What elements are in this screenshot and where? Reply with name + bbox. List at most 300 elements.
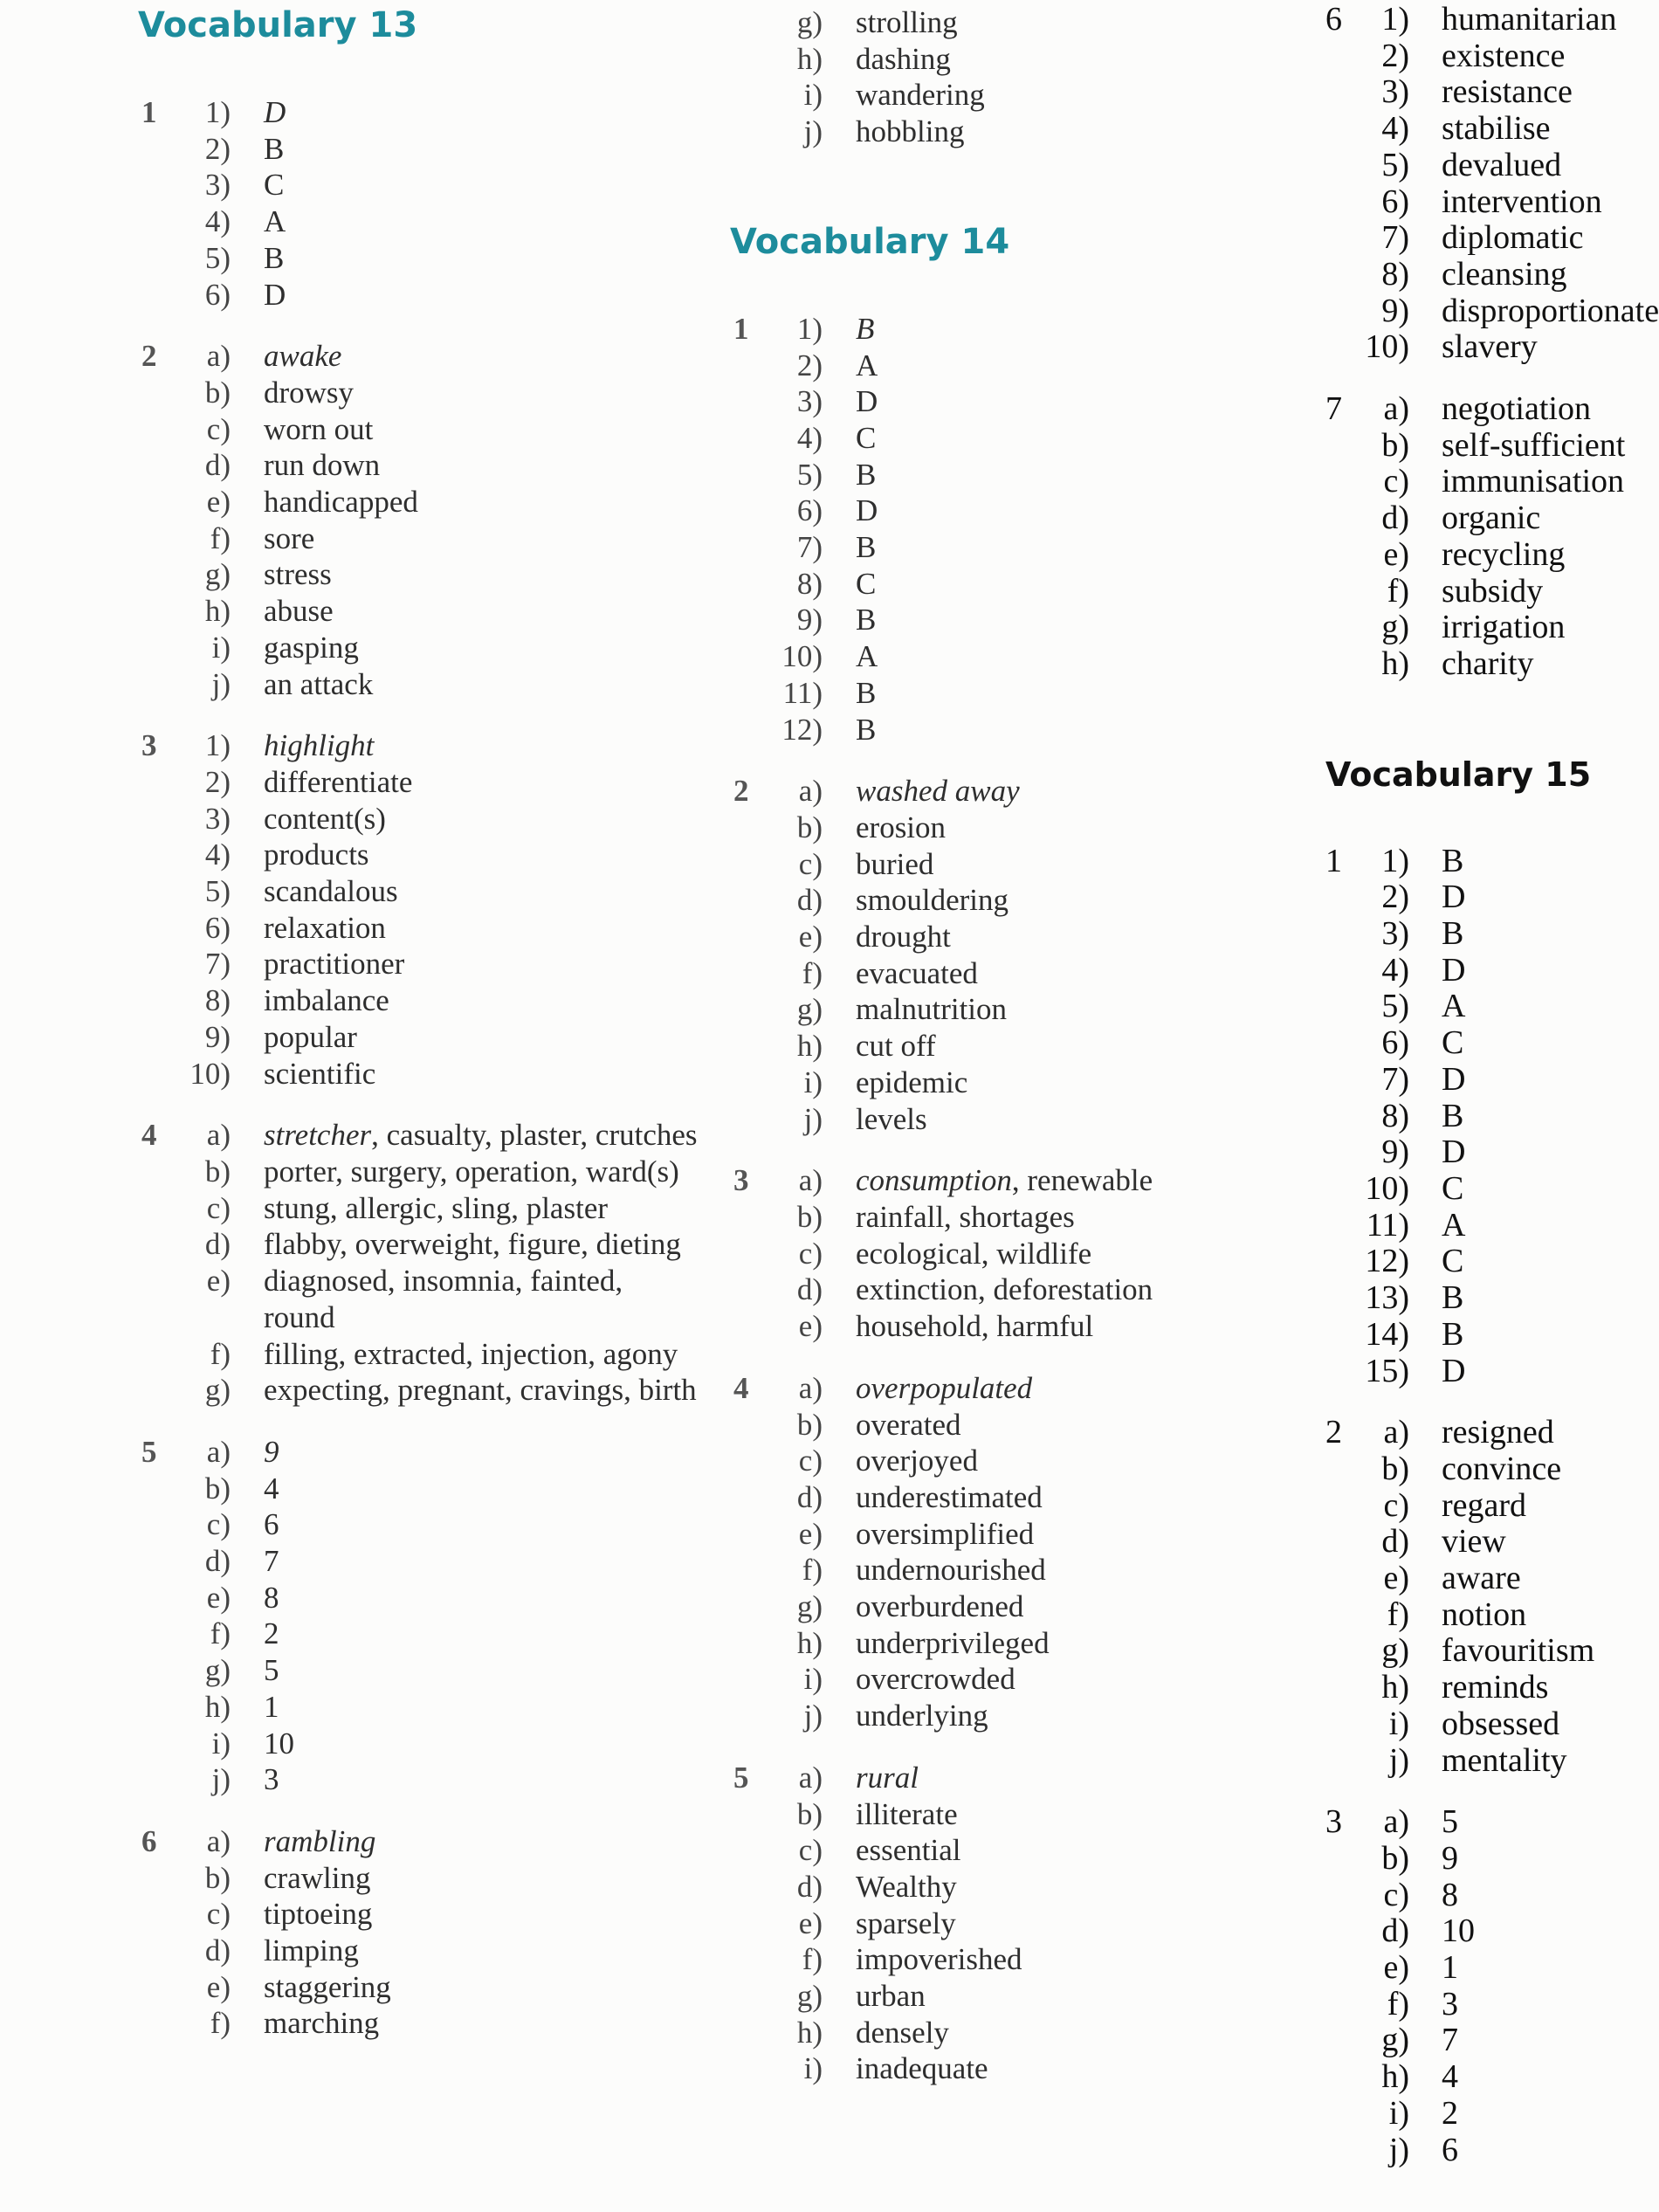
item-label: b) — [1381, 1450, 1409, 1487]
item-label: a) — [1383, 1414, 1409, 1451]
answer-value: B — [856, 712, 877, 747]
answer-value: differentiate — [264, 764, 413, 799]
answer-item — [1325, 1451, 1640, 1488]
answer-value: slavery — [1442, 328, 1538, 366]
answer-item — [141, 277, 700, 314]
item-label: b) — [1381, 1839, 1409, 1877]
answer-value: B — [1442, 1315, 1464, 1353]
answer-item — [1325, 184, 1640, 221]
answer-item — [1325, 844, 1640, 880]
answer-item — [733, 1407, 1275, 1444]
answer-text — [1442, 1706, 1640, 1743]
answer-item — [1325, 2096, 1640, 2133]
answer-text — [856, 1101, 1292, 1138]
answer-text — [856, 712, 1292, 748]
item-label: b) — [204, 1860, 231, 1895]
answer-text — [1442, 74, 1640, 111]
answer-item — [733, 991, 1275, 1028]
answer-value: B — [856, 530, 877, 565]
answer-value: view — [1442, 1523, 1506, 1561]
answer-value: D — [1442, 1134, 1466, 1171]
answer-text — [856, 1370, 1292, 1407]
answer-text — [856, 348, 1292, 384]
answer-item — [733, 1370, 1275, 1407]
answer-text — [1442, 1743, 1640, 1780]
answer-item — [1325, 574, 1640, 610]
answer-text — [856, 1443, 1292, 1479]
answer-value: C — [856, 420, 877, 455]
answer-value: marching — [264, 2006, 380, 2041]
answer-item — [1325, 1280, 1640, 1317]
column-2 — [730, 4, 1275, 2087]
answer-text — [856, 1199, 1292, 1236]
answer-text — [264, 447, 700, 484]
item-label: g) — [1381, 2022, 1409, 2059]
answer-value: 8 — [264, 1580, 279, 1615]
answer-item — [141, 1372, 700, 1409]
answer-value: buried — [856, 846, 934, 881]
item-label: h) — [1381, 644, 1409, 682]
answer-value: A — [1442, 988, 1466, 1025]
item-label: i) — [1388, 2094, 1409, 2132]
answer-item — [733, 4, 1275, 41]
item-label: j) — [1388, 2131, 1409, 2168]
item-label: f) — [802, 1553, 823, 1588]
answer-text — [264, 1933, 700, 1969]
answer-item — [733, 1308, 1275, 1345]
answer-text — [856, 1028, 1292, 1065]
answer-text — [264, 666, 700, 703]
item-label: 9) — [1381, 292, 1409, 329]
answer-value: 7 — [264, 1544, 279, 1579]
answer-text — [1442, 1171, 1640, 1208]
answer-value: , renewable — [1011, 1163, 1153, 1198]
answer-item — [1325, 610, 1640, 646]
answer-item — [733, 1905, 1275, 1942]
item-label: b) — [204, 375, 231, 410]
item-label: e) — [206, 1264, 231, 1299]
answer-text — [1442, 329, 1640, 366]
answer-item — [141, 1689, 700, 1726]
answer-text — [264, 484, 700, 520]
answer-item — [733, 712, 1275, 748]
answer-item — [141, 1056, 700, 1092]
answer-item — [141, 375, 700, 411]
answer-item — [733, 2050, 1275, 2087]
exercise-section — [733, 4, 1275, 150]
item-label: 8) — [1381, 255, 1409, 293]
exercise-section — [733, 1370, 1275, 1734]
answer-item — [733, 348, 1275, 384]
answer-text — [1442, 148, 1640, 184]
answer-item — [1325, 1025, 1640, 1062]
answer-example: overpopulated — [856, 1370, 1033, 1405]
answer-text — [856, 2015, 1292, 2051]
answer-value: staggering — [264, 1969, 391, 2004]
answer-item — [141, 520, 700, 557]
answer-value: A — [1442, 1206, 1466, 1244]
answer-item — [1325, 1354, 1640, 1390]
exercise-number: 3 — [733, 1163, 749, 1198]
answer-item — [733, 1516, 1275, 1553]
item-label: e) — [1383, 1560, 1409, 1597]
answer-value: underlying — [856, 1699, 988, 1733]
answer-text — [264, 375, 700, 411]
answer-item — [1325, 257, 1640, 293]
answer-item — [141, 167, 700, 203]
item-label: 3) — [1381, 73, 1409, 111]
answer-text — [856, 773, 1292, 810]
answer-item — [733, 919, 1275, 955]
answer-text — [1442, 111, 1640, 148]
item-label: 10) — [781, 639, 823, 674]
answer-item — [1325, 1743, 1640, 1780]
answer-text — [1442, 220, 1640, 257]
answer-item — [733, 675, 1275, 712]
answer-text — [264, 837, 700, 873]
answer-value: C — [1442, 1243, 1464, 1280]
answer-value: humanitarian — [1442, 1, 1617, 38]
answer-item — [1325, 1597, 1640, 1634]
answer-text — [1442, 1878, 1640, 1914]
answer-value: B — [264, 240, 285, 275]
item-label: c) — [1383, 1486, 1409, 1524]
item-label: g) — [796, 1979, 823, 2014]
answer-text — [856, 1162, 1292, 1199]
answer-item — [141, 2005, 700, 2042]
answer-text — [1442, 257, 1640, 293]
answer-value: A — [856, 639, 878, 674]
answer-value: resistance — [1442, 73, 1573, 111]
answer-value: B — [856, 603, 877, 637]
answer-item — [141, 593, 700, 630]
answer-item — [141, 910, 700, 947]
answer-item — [1325, 1841, 1640, 1878]
answer-item — [1325, 1317, 1640, 1354]
answer-item — [141, 1580, 700, 1616]
answer-text — [264, 1117, 700, 1154]
answer-text — [1442, 574, 1640, 610]
item-label: h) — [796, 2015, 823, 2050]
item-label: f) — [210, 1616, 231, 1651]
answer-text — [264, 873, 700, 910]
answer-item — [141, 1543, 700, 1580]
answer-text — [1442, 2133, 1640, 2169]
answer-value: A — [264, 204, 286, 239]
answer-item — [1325, 1244, 1640, 1280]
answer-value: self-sufficient — [1442, 426, 1626, 464]
item-label: 7) — [1381, 219, 1409, 257]
answer-value: flabby, overweight, figure, dieting — [264, 1227, 681, 1262]
answer-text — [856, 1941, 1292, 1978]
answer-text — [856, 566, 1292, 603]
answer-value: sore — [264, 520, 315, 555]
item-label: f) — [1387, 1595, 1409, 1633]
answer-text — [856, 1479, 1292, 1516]
item-label: b) — [796, 810, 823, 844]
exercise-section — [733, 1760, 1275, 2087]
answer-value: tiptoeing — [264, 1897, 373, 1932]
answer-text — [1442, 464, 1640, 500]
item-label: d) — [204, 1227, 231, 1262]
item-label: g) — [796, 992, 823, 1027]
item-label: 11) — [1366, 1206, 1409, 1244]
exercise-number: 3 — [141, 728, 157, 763]
answer-item — [733, 1162, 1275, 1199]
answer-value: practitioner — [264, 947, 405, 982]
answer-text — [1442, 1524, 1640, 1561]
exercise-number: 2 — [733, 774, 749, 809]
answer-value: B — [856, 457, 877, 492]
answer-example: rural — [856, 1760, 919, 1795]
item-label: f) — [210, 520, 231, 555]
answer-text — [1442, 1025, 1640, 1062]
answer-text — [1442, 292, 1659, 330]
item-label: i) — [803, 78, 823, 113]
answer-value: stung, allergic, sling, plaster — [264, 1190, 609, 1225]
item-label: 8) — [796, 566, 823, 601]
answer-item — [141, 411, 700, 448]
answer-item — [1325, 220, 1640, 257]
answer-text — [1442, 916, 1640, 953]
item-label: c) — [798, 846, 823, 881]
item-label: 3) — [1381, 915, 1409, 953]
item-label: e) — [798, 1905, 823, 1940]
answer-value: overjoyed — [856, 1444, 978, 1478]
item-label: 4) — [796, 420, 823, 455]
answer-item — [1325, 537, 1640, 574]
section-heading: Vocabulary 15 — [1325, 755, 1592, 794]
answer-item — [141, 1896, 700, 1933]
item-label: f) — [1387, 572, 1409, 610]
answer-item — [1325, 329, 1640, 366]
answer-item — [141, 1761, 700, 1798]
item-label: b) — [204, 1471, 231, 1506]
answer-text — [264, 1190, 700, 1227]
answer-value: sparsely — [856, 1905, 956, 1940]
item-label: e) — [206, 485, 231, 520]
answer-item — [141, 1860, 700, 1897]
item-label: 6) — [204, 910, 231, 945]
answer-item — [141, 837, 700, 873]
answer-text — [856, 1661, 1292, 1698]
answer-text — [1442, 879, 1640, 916]
answer-text — [856, 1588, 1292, 1625]
answer-text — [264, 1969, 700, 2006]
answer-value: relaxation — [264, 910, 386, 945]
answer-text — [1442, 1804, 1640, 1841]
answer-item — [141, 1933, 700, 1969]
answer-text — [856, 1308, 1292, 1345]
item-label: 9) — [1381, 1134, 1409, 1171]
answer-item — [1325, 428, 1640, 465]
answer-item — [141, 666, 700, 703]
answer-text — [264, 727, 700, 764]
answer-example: awake — [264, 339, 342, 374]
answer-text — [264, 338, 700, 375]
answer-item — [141, 338, 700, 375]
answer-value: handicapped — [264, 485, 418, 520]
item-label: 5) — [1381, 988, 1409, 1025]
answer-value: 4 — [264, 1471, 279, 1506]
answer-item — [733, 810, 1275, 846]
answer-text — [1442, 1451, 1640, 1488]
answer-item — [733, 114, 1275, 150]
answer-text — [264, 556, 700, 593]
answer-value: C — [264, 168, 285, 203]
answer-item — [141, 1506, 700, 1543]
item-label: h) — [796, 41, 823, 76]
answer-text — [856, 1832, 1292, 1869]
answer-item — [141, 630, 700, 666]
answer-value: gasping — [264, 630, 359, 665]
item-label: a) — [798, 1163, 823, 1198]
answer-item — [733, 1065, 1275, 1101]
item-label: f) — [210, 1336, 231, 1371]
item-label: 13) — [1365, 1279, 1409, 1317]
answer-example: B — [856, 311, 875, 346]
exercise-number: 7 — [1325, 390, 1342, 428]
item-label: a) — [798, 1370, 823, 1405]
answer-item — [141, 873, 700, 910]
item-label: 4) — [204, 204, 231, 239]
exercise-number: 2 — [141, 339, 157, 374]
answer-text — [856, 1516, 1292, 1553]
item-label: c) — [206, 411, 231, 446]
item-label: j) — [1388, 1741, 1409, 1779]
answer-text — [264, 203, 700, 240]
answer-item — [733, 566, 1275, 603]
answer-text — [264, 1652, 700, 1689]
answer-item — [1325, 1670, 1640, 1706]
answer-value: an attack — [264, 666, 374, 701]
answer-value: drowsy — [264, 375, 355, 410]
answer-item — [733, 773, 1275, 810]
item-label: f) — [210, 2006, 231, 2041]
answer-item — [733, 493, 1275, 529]
item-label: 1) — [204, 95, 231, 129]
answer-item — [733, 1588, 1275, 1625]
answer-example: highlight — [264, 728, 375, 763]
answer-text — [1442, 1488, 1640, 1525]
item-label: 3) — [204, 801, 231, 836]
answer-value: 2 — [1442, 2094, 1458, 2132]
answer-value: B — [264, 131, 285, 166]
item-label: 12) — [1365, 1243, 1409, 1280]
answer-text — [856, 882, 1292, 919]
answer-text — [856, 991, 1292, 1028]
answer-text — [1442, 844, 1640, 880]
answer-item — [1325, 916, 1640, 953]
answer-value: porter, surgery, operation, ward(s) — [264, 1154, 679, 1189]
item-label: 1) — [1381, 1, 1409, 38]
item-label: e) — [206, 1580, 231, 1615]
answer-text — [856, 1271, 1292, 1308]
exercise-number: 2 — [1325, 1414, 1342, 1451]
answer-value: underestimated — [856, 1479, 1043, 1514]
answer-text — [264, 1226, 700, 1263]
answer-value: abuse — [264, 594, 334, 629]
answer-value: undernourished — [856, 1553, 1046, 1588]
item-label: e) — [798, 1516, 823, 1551]
answer-text — [264, 1434, 700, 1471]
item-label: 1) — [204, 728, 231, 763]
exercise-section — [141, 1434, 700, 1798]
answer-value: D — [1442, 951, 1466, 989]
answer-text — [856, 1407, 1292, 1444]
item-label: 8) — [1381, 1097, 1409, 1134]
answer-value: stress — [264, 557, 332, 592]
answer-text — [856, 955, 1292, 992]
answer-value: diplomatic — [1442, 219, 1584, 257]
item-label: d) — [796, 1479, 823, 1514]
answer-text — [264, 520, 700, 557]
answer-item — [141, 801, 700, 837]
answer-item — [733, 311, 1275, 348]
answer-value: reminds — [1442, 1669, 1549, 1706]
answer-text — [1442, 1354, 1640, 1390]
item-label: 2) — [204, 764, 231, 799]
answer-text — [1442, 646, 1640, 683]
answer-item — [141, 1226, 700, 1263]
answer-text — [856, 846, 1292, 883]
answer-value: 8 — [1442, 1876, 1458, 1913]
item-label: 5) — [796, 457, 823, 492]
answer-item — [733, 1199, 1275, 1236]
answer-item — [1325, 1488, 1640, 1525]
answer-item — [1325, 1099, 1640, 1135]
item-label: j) — [211, 666, 231, 701]
item-label: b) — [796, 1199, 823, 1234]
item-label: c) — [206, 1897, 231, 1932]
answer-value: 5 — [1442, 1803, 1458, 1841]
answer-item — [141, 764, 700, 801]
item-label: c) — [798, 1444, 823, 1478]
answer-item — [733, 1028, 1275, 1065]
answer-text — [856, 41, 1292, 78]
answer-item — [1325, 111, 1640, 148]
answer-value: B — [1442, 1279, 1464, 1317]
answer-text — [856, 2050, 1292, 2087]
answer-value: drought — [856, 920, 951, 954]
answer-item — [141, 1471, 700, 1507]
answer-text — [264, 131, 700, 168]
answer-item — [1325, 1913, 1640, 1950]
exercise-section — [141, 338, 700, 702]
answer-value: , casualty, plaster, crutches — [371, 1118, 698, 1153]
item-label: 9) — [796, 603, 823, 637]
item-label: h) — [204, 594, 231, 629]
answer-example: stretcher — [264, 1118, 372, 1153]
answer-text — [1442, 184, 1640, 221]
answer-text — [856, 311, 1292, 348]
answer-example: washed away — [856, 774, 1020, 809]
item-label: 15) — [1365, 1352, 1409, 1389]
item-label: g) — [204, 1373, 231, 1408]
answer-item — [141, 484, 700, 520]
answer-item — [1325, 1706, 1640, 1743]
answer-text — [264, 910, 700, 947]
answer-value: charity — [1442, 644, 1534, 682]
answer-item — [141, 556, 700, 593]
answer-example: D — [264, 95, 286, 129]
answer-value: scientific — [264, 1056, 376, 1091]
answer-value: C — [1442, 1169, 1464, 1207]
answer-text — [856, 1698, 1292, 1734]
item-label: d) — [1381, 1912, 1409, 1950]
answer-value: 7 — [1442, 2022, 1458, 2059]
answer-item — [733, 2015, 1275, 2051]
